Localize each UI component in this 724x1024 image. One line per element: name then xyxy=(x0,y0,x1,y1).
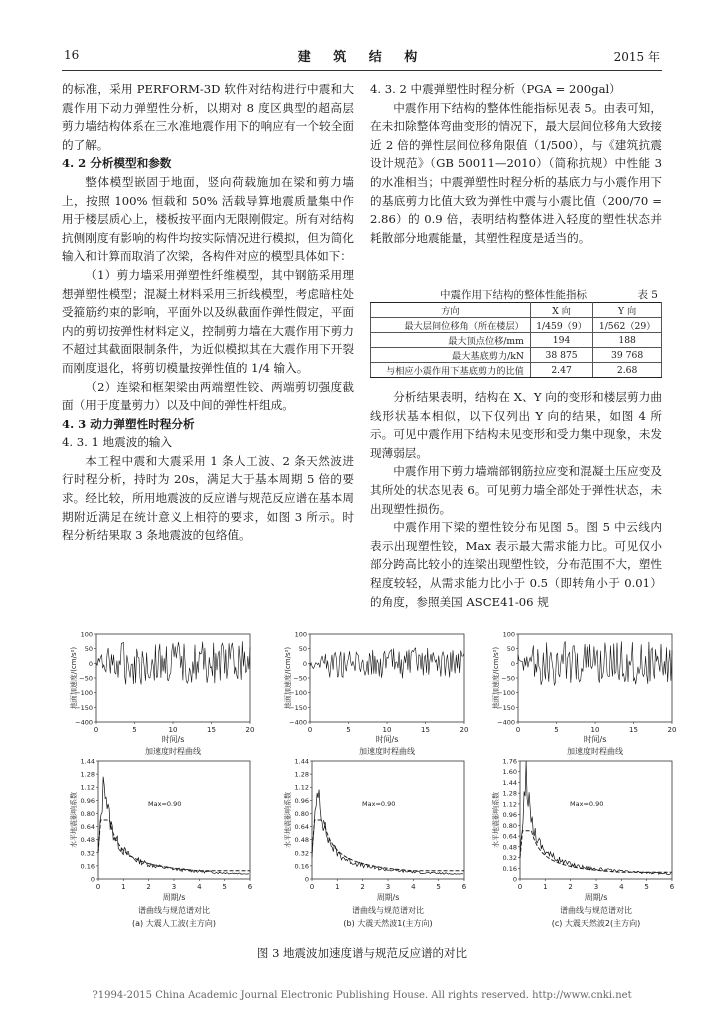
x-tick-label: 3 xyxy=(593,883,599,891)
y-tick-label: −150 xyxy=(497,703,515,712)
figure-caption: 图 3 地震波加速度谱与规范反应谱的对比 xyxy=(256,946,468,960)
y-tick-label: −100 xyxy=(75,689,93,698)
wave-spectrum-curve xyxy=(98,777,249,874)
paragraph: 4. 3. 1 地震波的输入 xyxy=(62,435,173,450)
y-tick-label: 1.76 xyxy=(502,757,517,766)
table-header-direction: 方向 xyxy=(371,303,531,318)
time-history-panel xyxy=(66,628,256,758)
max-annotation: Max=0.90 xyxy=(362,799,396,808)
journal-title: 建 筑 结 构 xyxy=(297,50,427,65)
y-tick-label: −50 xyxy=(79,674,93,683)
table-header-y: Y 向 xyxy=(593,303,662,318)
paragraph: 分析结果表明，结构在 X、Y 向的变形和楼层剪力曲线形状基本相似，以下仅列出 Y 向的结果，如图 4 所示。可见中震作用下结构未见变形和受力集中现象，未发现薄弱层。 xyxy=(370,390,662,460)
x-axis-label: 周期/s xyxy=(162,893,186,902)
paragraph: 整体模型嵌固于地面，竖向荷载施加在梁和剪力墙上，按照 100% 恒载和 50% 活载导算地震质量集中作用于楼层质心上，楼板按平面内无限刚假定。所有对结构抗侧刚度有影响的构件均按实际情况进行模拟，但为简化输入和计算而取消了次梁，各构件对应的模型具体如下： xyxy=(62,174,354,264)
y-tick-label: 0.96 xyxy=(294,796,309,805)
x-tick-label: 10 xyxy=(590,726,600,734)
panel-subtitle: 谱曲线与规范谱对比 xyxy=(138,906,210,915)
table-row: 最大基底剪力/kN 38 875 39 768 xyxy=(371,348,662,363)
paragraph: （2）连梁和框架梁由两端塑性铰、两端剪切强度截面（用于度量剪力）以及中间的弹性杆组成。 xyxy=(62,379,354,413)
y-tick-label: 0.80 xyxy=(80,809,95,818)
x-axis-label: 周期/s xyxy=(584,893,608,902)
y-tick-label: −50 xyxy=(501,674,515,683)
y-tick-label: 0 xyxy=(304,875,309,884)
spectrum-panel xyxy=(280,757,470,935)
y-tick-label: 1.28 xyxy=(80,770,95,779)
left-column xyxy=(62,80,354,545)
page-number: 16 xyxy=(64,48,80,62)
paragraph: 中震作用下结构的整体性能指标见表 5。由表可知，在未扣除整体弯曲变形的情况下，最大层间位移角大致接近 2 倍的弹性层间位移角限值（1/500），与《建筑抗震设计规范》（GB 50011—2010）（简称抗规）中性能 3 的水准相当；中震弹塑性时程分析的基底力与小震作用下的基底剪力比值大致为弹性中震与小震比值（200/70 = 2.86）的 0.9 倍，表明结构整体进入轻度的塑性状态并耗散部分地震能量，其塑性程度是适当的。 xyxy=(370,100,662,245)
y-tick-label: 100 xyxy=(502,630,515,639)
right-column-top xyxy=(370,80,662,247)
y-tick-label: −400 xyxy=(75,718,93,727)
x-tick-label: 5 xyxy=(554,726,559,734)
paragraph: 本工程中震和大震采用 1 条人工波、2 条天然波进行时程分析，持时为 20s，满足大于基本周期 5 倍的要求。经比较，所用地震波的反应谱与规范反应谱在基本周期附近满足在统计意义上相符的要求，如图 3 所示。时程分析结果取 3 条地震波的包络值。 xyxy=(62,453,354,543)
x-tick-label: 5 xyxy=(644,883,649,891)
journal-year: 2015 年 xyxy=(613,50,660,64)
y-tick-label: 0.48 xyxy=(294,836,309,845)
x-tick-label: 0 xyxy=(309,883,315,891)
y-tick-label: 1.44 xyxy=(80,757,95,766)
y-tick-label: 0.32 xyxy=(294,849,309,858)
acceleration-trace xyxy=(310,648,464,678)
x-axis-label: 时间/s xyxy=(583,735,607,744)
paragraph: 的标准，采用 PERFORM-3D 软件对结构进行中震和大震作用下动力弹塑性分析，以期对 8 度区典型的超高层剪力墙结构体系在三水准地震作用下的响应有一个较全面的了解。 xyxy=(62,82,354,152)
code-spectrum-curve xyxy=(98,820,250,871)
performance-table xyxy=(370,302,662,378)
x-tick-label: 15 xyxy=(629,726,638,734)
x-axis-label: 时间/s xyxy=(375,735,399,744)
page-header xyxy=(62,44,662,66)
x-tick-label: 2 xyxy=(568,883,573,891)
y-tick-label: −150 xyxy=(289,703,307,712)
y-axis-label: 水平地震影响系数 xyxy=(284,792,292,848)
x-tick-label: 1 xyxy=(335,883,340,891)
y-tick-label: 0.16 xyxy=(502,864,517,873)
x-tick-label: 4 xyxy=(197,883,202,891)
y-tick-label: 1.28 xyxy=(502,789,517,798)
x-tick-label: 0 xyxy=(307,726,313,734)
y-tick-label: 50 xyxy=(506,645,515,654)
x-tick-label: 0 xyxy=(517,883,523,891)
x-tick-label: 15 xyxy=(207,726,216,734)
y-tick-label: 0.48 xyxy=(80,836,95,845)
panel-label: (b) 大震天然波1(主方向) xyxy=(343,919,433,928)
y-tick-label: 0 xyxy=(90,875,95,884)
paragraph: 4. 3. 2 中震弹塑性时程分析（PGA = 200gal） xyxy=(370,82,621,96)
x-tick-label: 2 xyxy=(360,883,365,891)
paragraph: 中震作用下梁的塑性铰分布见图 5。图 5 中云线内表示出现塑性铰，Max 表示最大需求能力比。可见仅小部分跨高比较小的连梁出现塑性铰，分布范围不大，塑性程度较轻，从需求能力比小于 0.5（即转角小于 0.01）的角度，参照美国 ASCE41-06 规 xyxy=(370,520,662,609)
table-number: 表 5 xyxy=(637,289,658,301)
panel-label: (c) 大震天然波2(主方向) xyxy=(551,919,641,928)
x-axis-label: 周期/s xyxy=(376,893,400,902)
x-tick-label: 5 xyxy=(436,883,441,891)
x-tick-label: 3 xyxy=(171,883,177,891)
y-tick-label: 0.16 xyxy=(294,862,309,871)
time-history-panel xyxy=(488,628,678,758)
panel-subtitle: 谱曲线与规范谱对比 xyxy=(352,906,424,915)
y-tick-label: 0.64 xyxy=(80,823,95,832)
y-tick-label: 0.64 xyxy=(502,832,517,841)
header-rule xyxy=(62,70,662,71)
y-tick-label: 0.96 xyxy=(502,811,517,820)
x-tick-label: 5 xyxy=(346,726,351,734)
y-tick-label: 50 xyxy=(298,645,307,654)
y-axis-label: 地面加速度/(cm/s²) xyxy=(492,646,500,710)
max-annotation: Max=0.90 xyxy=(570,799,604,808)
x-tick-label: 15 xyxy=(421,726,430,734)
spectrum-panel xyxy=(66,757,256,935)
x-tick-label: 5 xyxy=(132,726,137,734)
x-tick-label: 6 xyxy=(669,883,675,891)
x-tick-label: 20 xyxy=(245,726,255,734)
y-tick-label: 0.48 xyxy=(502,843,517,852)
acceleration-trace xyxy=(96,641,250,684)
y-tick-label: 1.12 xyxy=(502,800,517,809)
y-tick-label: 1.44 xyxy=(502,778,517,787)
y-tick-label: 100 xyxy=(294,630,307,639)
x-tick-label: 5 xyxy=(222,883,227,891)
panel-subtitle: 加速度时程曲线 xyxy=(359,747,415,756)
x-tick-label: 4 xyxy=(411,883,416,891)
panel-subtitle: 谱曲线与规范谱对比 xyxy=(560,906,632,915)
x-tick-label: 20 xyxy=(459,726,469,734)
x-tick-label: 10 xyxy=(168,726,178,734)
y-tick-label: 0.32 xyxy=(80,849,95,858)
table-row: 最大顶点位移/mm 194 188 xyxy=(371,333,662,348)
y-tick-label: −400 xyxy=(497,718,515,727)
y-tick-label: 100 xyxy=(80,630,93,639)
y-axis-label: 水平地震影响系数 xyxy=(492,792,500,848)
panel-subtitle: 加速度时程曲线 xyxy=(145,747,201,756)
y-tick-label: 0.80 xyxy=(294,809,309,818)
table-row: 与相应小震作用下基底剪力的比值 2.47 2.68 xyxy=(371,363,662,378)
time-history-panel xyxy=(280,628,470,758)
y-tick-label: −50 xyxy=(293,674,307,683)
max-annotation: Max=0.90 xyxy=(148,799,182,808)
y-axis-label: 地面加速度/(cm/s²) xyxy=(284,646,292,710)
y-tick-label: 1.12 xyxy=(80,783,95,792)
table-header-x: X 向 xyxy=(530,303,592,318)
y-tick-label: 0 xyxy=(88,659,93,668)
y-tick-label: 0.96 xyxy=(80,796,95,805)
y-tick-label: −150 xyxy=(75,703,93,712)
paragraph: 4. 2 分析模型和参数 xyxy=(62,156,172,171)
y-tick-label: −100 xyxy=(289,689,307,698)
x-tick-label: 1 xyxy=(121,883,126,891)
panel-subtitle: 加速度时程曲线 xyxy=(567,747,623,756)
code-spectrum-curve xyxy=(520,831,672,873)
y-tick-label: 1.28 xyxy=(294,770,309,779)
y-tick-label: −400 xyxy=(289,718,307,727)
x-tick-label: 4 xyxy=(619,883,624,891)
y-axis-label: 水平地震影响系数 xyxy=(70,792,78,848)
x-tick-label: 6 xyxy=(461,883,467,891)
table-title: 中震作用下结构的整体性能指标 xyxy=(440,289,587,301)
y-tick-label: 0 xyxy=(512,875,517,884)
x-tick-label: 6 xyxy=(247,883,253,891)
y-axis-label: 地面加速度/(cm/s²) xyxy=(70,646,78,710)
panel-label: (a) 大震人工波(主方向) xyxy=(132,919,216,928)
wave-spectrum-curve xyxy=(520,761,671,875)
y-tick-label: 0.80 xyxy=(502,821,517,830)
y-tick-label: 50 xyxy=(84,645,93,654)
x-tick-label: 20 xyxy=(667,726,677,734)
y-tick-label: 0.32 xyxy=(502,854,517,863)
x-tick-label: 0 xyxy=(95,883,101,891)
x-tick-label: 2 xyxy=(146,883,151,891)
right-column-bottom xyxy=(370,388,662,611)
y-tick-label: 1.60 xyxy=(502,768,517,777)
y-tick-label: 1.44 xyxy=(294,757,309,766)
copyright-footer: ?1994-2015 China Academic Journal Electronic Publishing House. All rights reserved. http://www.cnki.net xyxy=(92,990,632,1001)
y-tick-label: −100 xyxy=(497,689,515,698)
x-tick-label: 0 xyxy=(93,726,99,734)
spectrum-panel xyxy=(488,757,678,935)
y-tick-label: 0.16 xyxy=(80,862,95,871)
table-row: 最大层间位移角（所在楼层） 1/459（9） 1/562（29） xyxy=(371,318,662,333)
x-tick-label: 10 xyxy=(382,726,392,734)
x-axis-label: 时间/s xyxy=(161,735,185,744)
y-tick-label: 0 xyxy=(302,659,307,668)
x-tick-label: 0 xyxy=(515,726,521,734)
paragraph: 4. 3 动力弹塑性时程分析 xyxy=(62,416,195,431)
y-tick-label: 0 xyxy=(510,659,515,668)
acceleration-trace xyxy=(518,641,672,685)
y-tick-label: 1.12 xyxy=(294,783,309,792)
x-tick-label: 3 xyxy=(385,883,391,891)
paragraph: 中震作用下剪力墙端部钢筋拉应变和混凝土压应变及其所处的状态见表 6。可见剪力墙全部处于弹性状态，未出现塑性损伤。 xyxy=(370,464,662,516)
paragraph: （1）剪力墙采用弹塑性纤维模型，其中钢筋采用理想弹塑性模型；混凝土材料采用三折线模型，考虑暗柱处受箍筋约束的影响，平面外以及纵截面作弹性假定，平面内的剪切按弹性材料定义，控制剪力墙在大震作用下剪力不超过其截面限制条件，为近似模拟其在大震作用下开裂而刚度退化，将剪切模量按弹性值的 1/4 输入。 xyxy=(62,267,354,375)
x-tick-label: 1 xyxy=(543,883,548,891)
y-tick-label: 0.64 xyxy=(294,823,309,832)
